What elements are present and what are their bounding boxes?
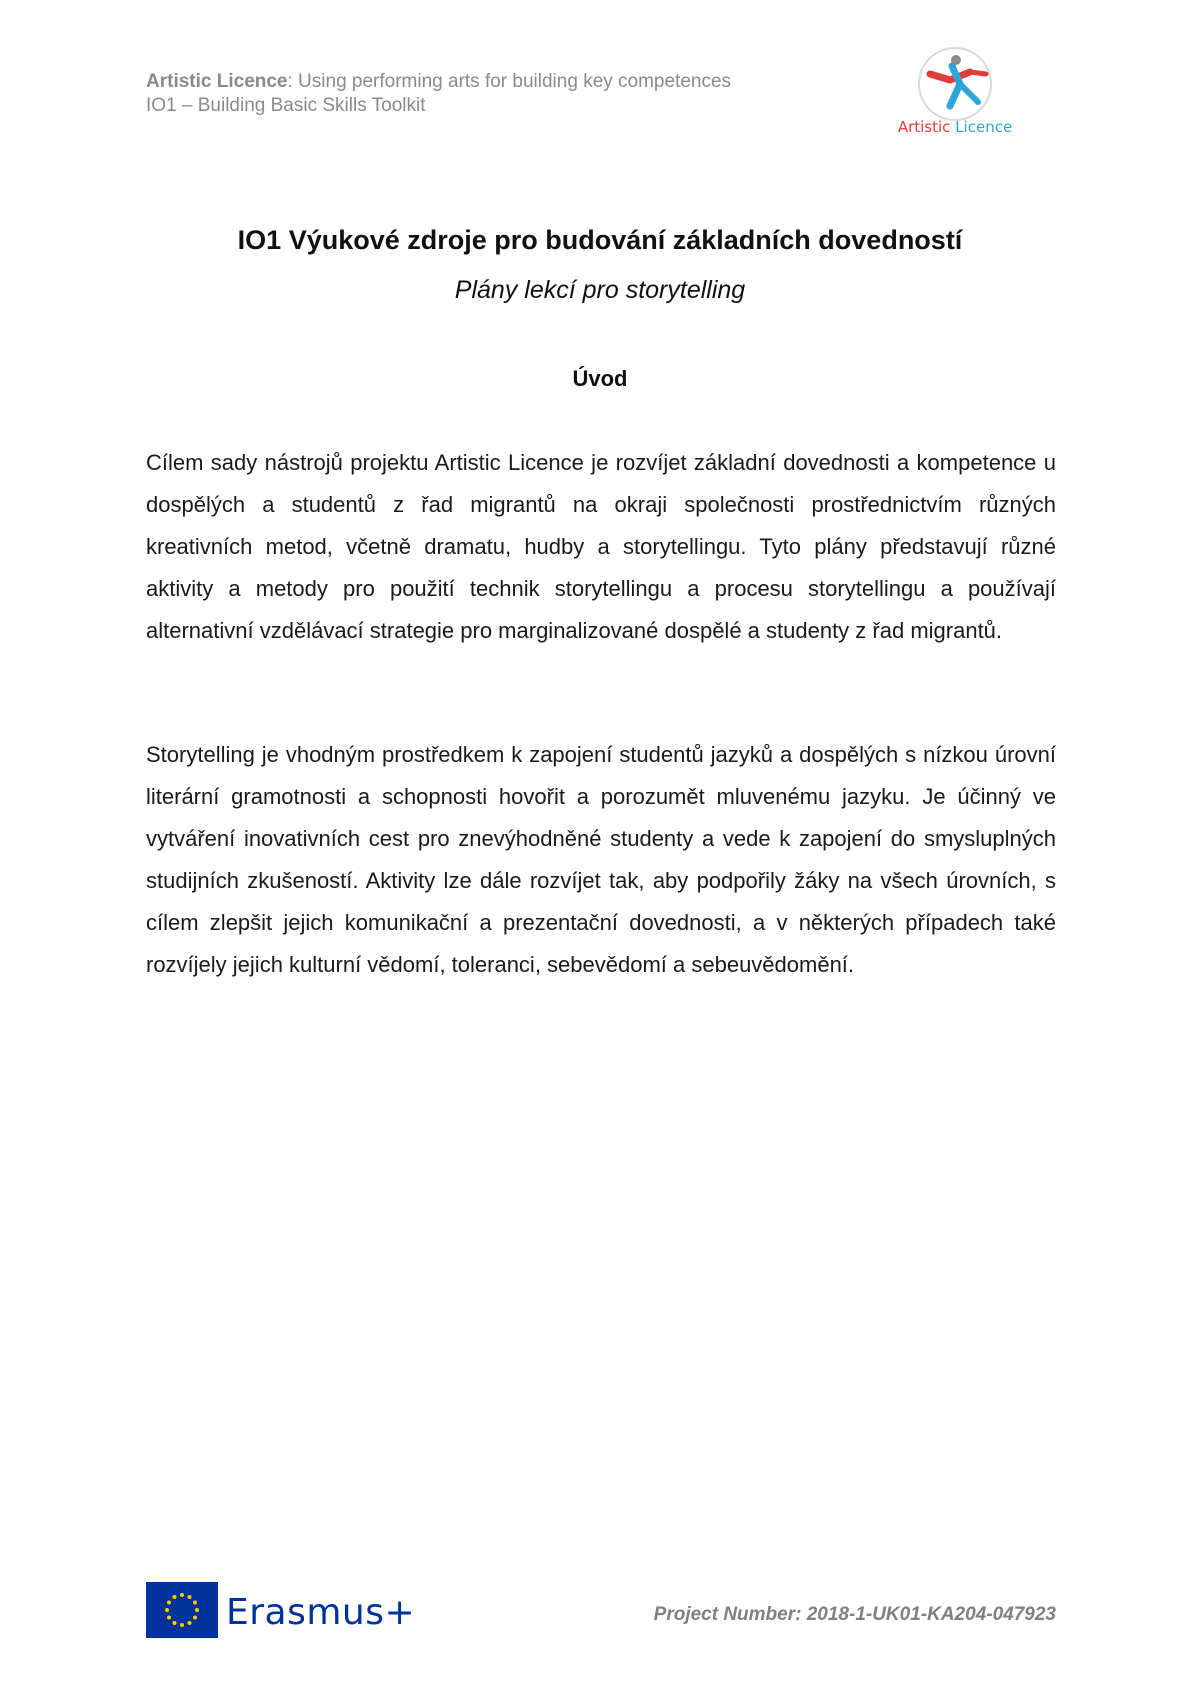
section-heading: Úvod — [572, 366, 628, 391]
logo-word-artistic: Artistic — [897, 118, 951, 136]
document-header — [146, 70, 731, 118]
project-number: Project Number: 2018-1-UK01-KA204-047923 — [653, 1604, 1056, 1625]
document-subtitle: Plány lekcí pro storytelling — [454, 276, 746, 304]
eu-flag-icon — [146, 1582, 218, 1638]
erasmus-plus-logo: Erasmus+ — [226, 1592, 416, 1633]
logo-text — [890, 118, 1020, 136]
paragraph-intro-2: Storytelling je vhodným prostředkem k zapojení studentů jazyků a dospělých s nízkou úrovní literární gramotnosti a schopnosti hovořit a porozumět mluvenému jazyku. Je účinný ve vytváření inovativních cest pro znevýhodněné studenty a vede k zapojení do smysluplných studijních zkušeností. Aktivity lze dále rozvíjet tak, aby podpořily žáky na všech úrovních, s cílem zlepšit jejich komunikační a prezentační dovednosti, a v některých případech také rozvíjely jejich kulturní vědomí, toleranci, sebevědomí a sebeuvědomění. — [146, 742, 1056, 977]
logo-figure-icon — [890, 44, 1020, 124]
header-line-2: IO1 – Building Basic Skills Toolkit — [146, 95, 426, 116]
artistic-licence-logo — [890, 44, 1020, 140]
document-title: IO1 Výukové zdroje pro budování základních dovedností — [237, 225, 963, 255]
eu-stars-icon — [146, 1582, 218, 1638]
paragraph-intro-1: Cílem sady nástrojů projektu Artistic Licence je rozvíjet základní dovednosti a kompetence u dospělých a studentů z řad migrantů na okraji společnosti prostřednictvím různých kreativních metod, včetně dramatu, hudby a storytellingu. Tyto plány představují různé aktivity a metody pro použití technik storytellingu a procesu storytellingu a používají alternativní vzdělávací strategie pro marginalizované dospělé a studenty z řad migrantů. — [146, 450, 1056, 643]
header-tagline: : Using performing arts for building key competences — [287, 71, 732, 92]
header-brand: Artistic Licence — [146, 71, 288, 92]
logo-word-licence: Licence — [955, 118, 1013, 136]
header-line-1 — [146, 70, 731, 94]
